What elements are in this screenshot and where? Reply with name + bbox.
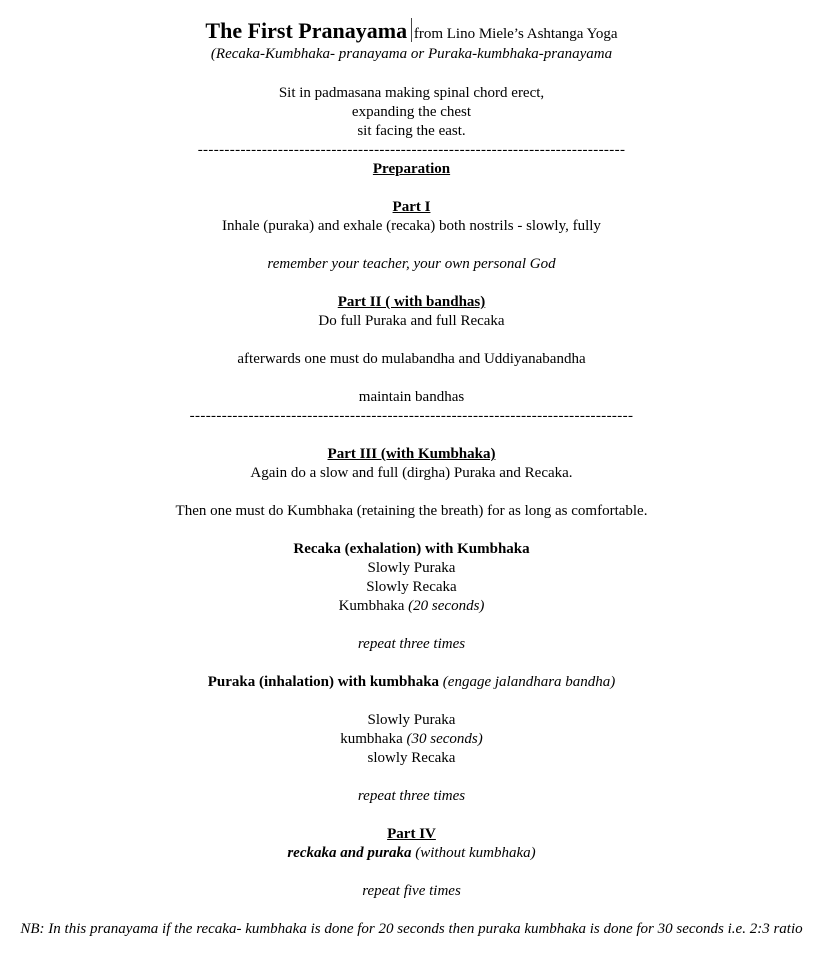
preparation-heading: Preparation — [372, 161, 451, 177]
part3-heading: Part III (with Kumbhaka) — [327, 446, 496, 462]
page-title: The First Pranayama — [205, 18, 408, 43]
part1-heading: Part I — [392, 199, 431, 215]
recaka-step-3: Kumbhaka — [338, 598, 405, 614]
part4-text: reckaka and puraka — [287, 845, 412, 861]
part4-heading: Part IV — [387, 826, 436, 842]
puraka-step-1: Slowly Puraka — [367, 712, 456, 728]
divider-1: -------------------------------------------------------------------------------- — [197, 142, 626, 158]
text-cursor — [411, 18, 412, 42]
part4-text-line — [0, 844, 823, 863]
part2-heading: Part II ( with bandhas) — [337, 294, 486, 310]
footnote: NB: In this pranayama if the recaka- kumbhaka is done for 20 seconds then puraka kumbhaka is done for 30 seconds i.e. 2:3 ratio — [20, 921, 803, 937]
puraka-step-3: slowly Recaka — [367, 750, 456, 766]
recaka-heading: Recaka (exhalation) with Kumbhaka — [293, 541, 530, 557]
puraka-step-2-line — [0, 730, 823, 749]
part1-note: remember your teacher, your own personal God — [267, 256, 556, 272]
puraka-note: (engage jalandhara bandha) — [442, 674, 616, 690]
intro-line-2: expanding the chest — [351, 104, 472, 120]
part4-note: (without kumbhaka) — [415, 845, 536, 861]
divider-2: ----------------------------------------------------------------------------------- — [189, 408, 634, 424]
part3-text: Again do a slow and full (dirgha) Puraka and Recaka. — [250, 465, 573, 481]
part2-maintain: maintain bandhas — [358, 389, 465, 405]
recaka-step-3-line — [0, 597, 823, 616]
intro-line-3: sit facing the east. — [357, 123, 466, 139]
source-credit: from Lino Miele’s Ashtanga Yoga — [413, 26, 618, 42]
puraka-repeat: repeat three times — [357, 788, 466, 804]
part1-text: Inhale (puraka) and exhale (recaka) both nostrils - slowly, fully — [222, 218, 601, 234]
recaka-repeat: repeat three times — [357, 636, 466, 652]
part3-kumbhaka-text: Then one must do Kumbhaka (retaining the breath) for as long as comfortable. — [175, 503, 648, 519]
puraka-heading: Puraka (inhalation) with kumbhaka — [207, 674, 440, 690]
intro-line-1: Sit in padmasana making spinal chord erect, — [278, 85, 545, 101]
puraka-heading-line — [0, 673, 823, 692]
part4-repeat: repeat five times — [362, 883, 461, 899]
part2-afterwards: afterwards one must do mulabandha and Uddiyanabandha — [237, 351, 586, 367]
puraka-hold-duration: (30 seconds) — [406, 731, 483, 747]
part2-text: Do full Puraka and full Recaka — [318, 313, 505, 329]
recaka-step-1: Slowly Puraka — [367, 560, 456, 576]
page-subtitle: (Recaka-Kumbhaka- pranayama or Puraka-kumbhaka-pranayama — [210, 46, 613, 62]
recaka-step-2: Slowly Recaka — [366, 579, 457, 595]
puraka-step-2: kumbhaka — [340, 731, 403, 747]
recaka-hold-duration: (20 seconds) — [408, 598, 485, 614]
